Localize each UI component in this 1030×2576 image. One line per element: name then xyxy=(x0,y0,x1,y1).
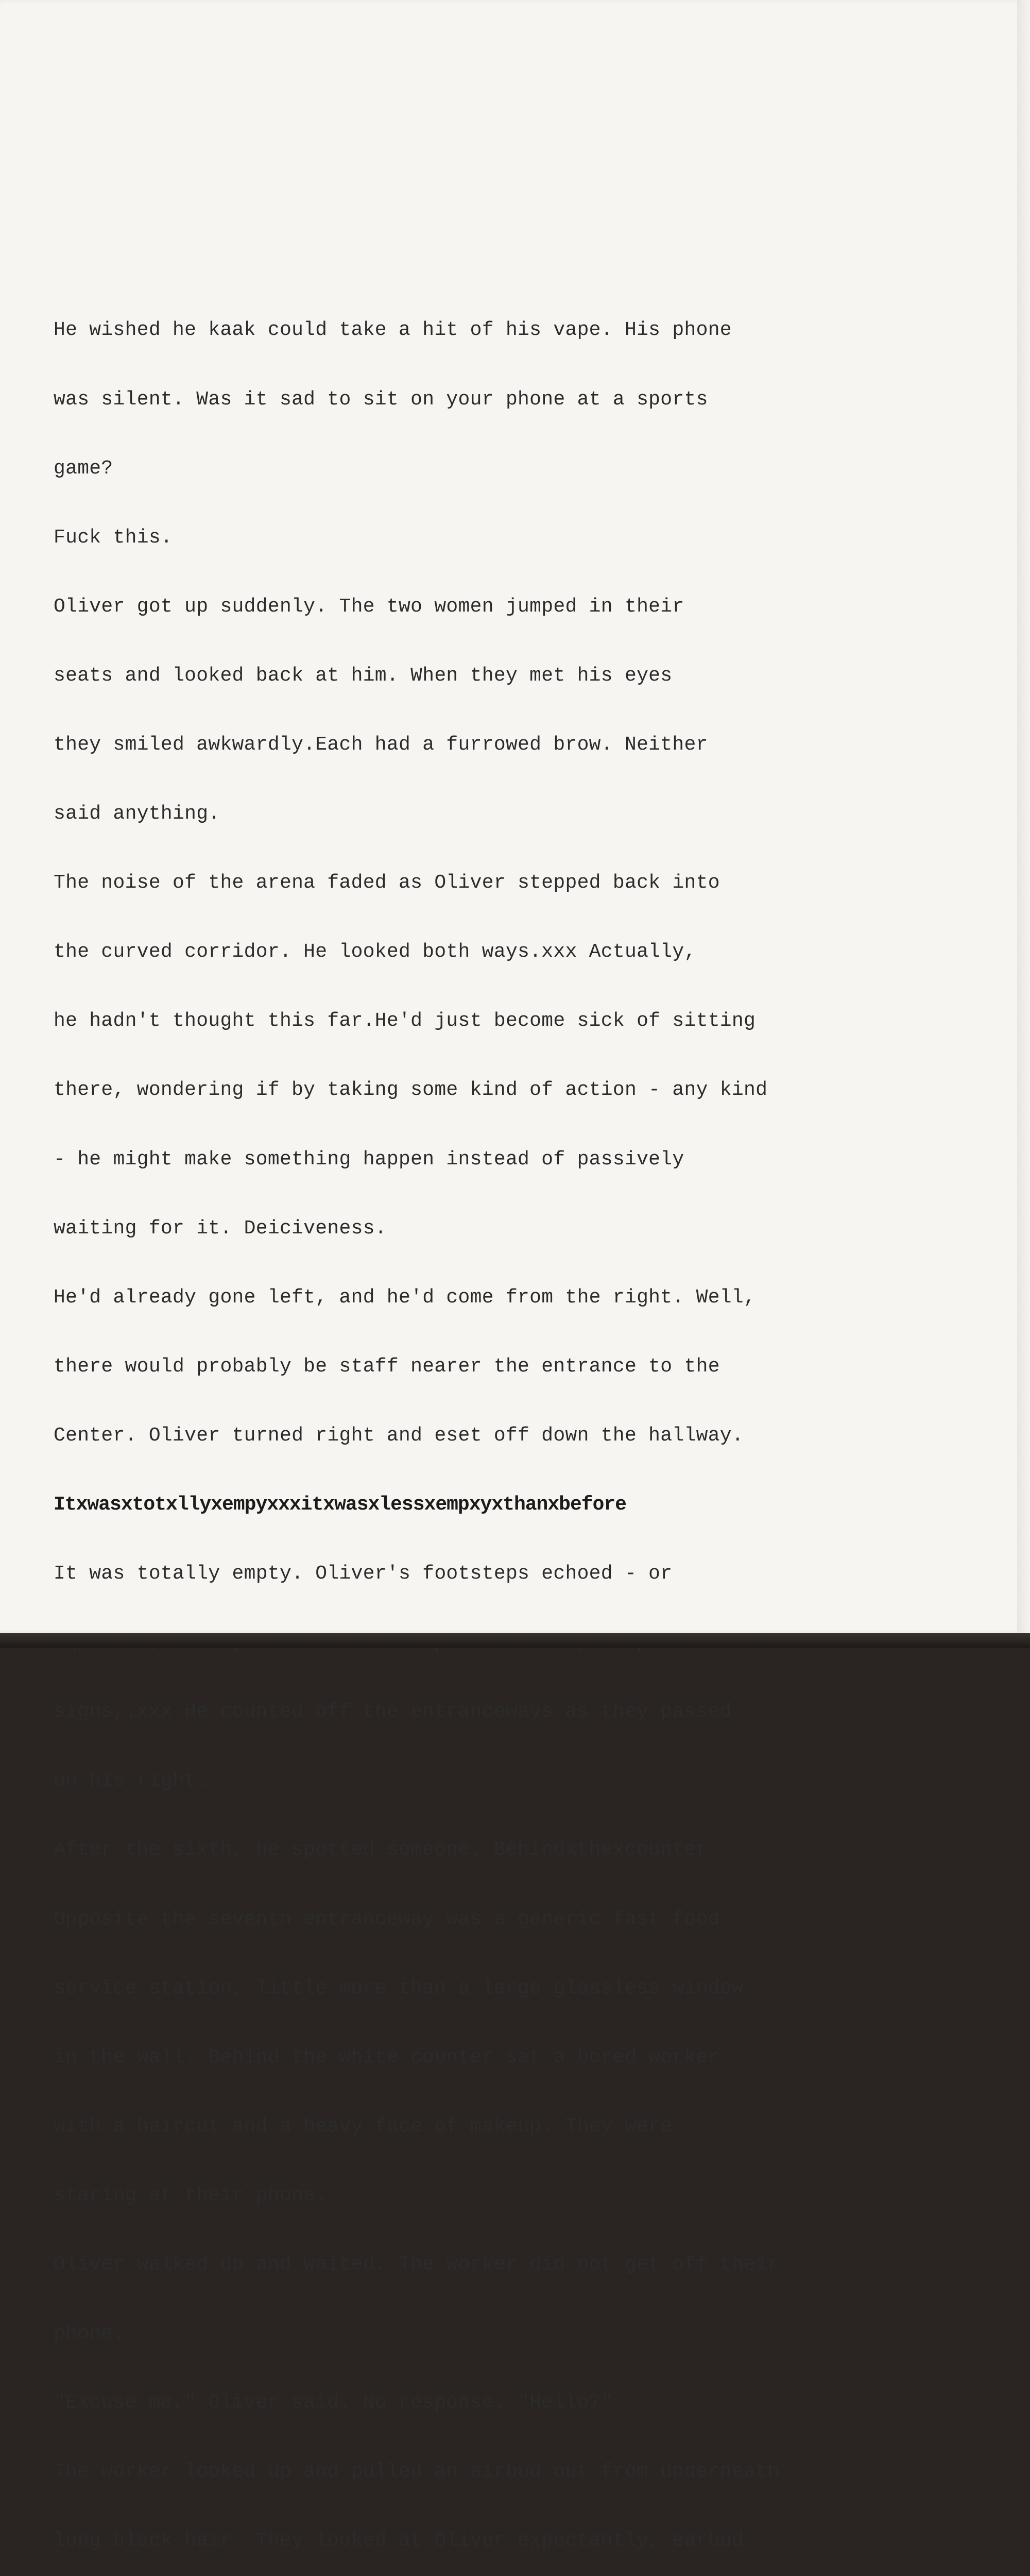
text-line: in the wall. Behind the white counter sat a bored worker xyxy=(54,2046,720,2069)
text-line: with a haircut and a heavy face of makeup. They were xyxy=(54,2115,673,2138)
page-edge xyxy=(1017,0,1030,1633)
text-line: He'd already gone left, and he'd come from the right. Well, xyxy=(54,1286,756,1309)
text-line: Center. Oliver turned right and eset off down the hallway. xyxy=(54,1424,744,1447)
text-line: he hadn't thought this far.He'd just become sick of sitting xyxy=(54,1010,756,1032)
text-line: phone. xyxy=(54,2323,125,2345)
text-line: - he might make something happen instead of passively xyxy=(54,1148,684,1171)
text-line: staring at their phone. xyxy=(54,2184,328,2207)
text-line: Oliver got up suddenly. The two women jumped in their xyxy=(54,595,684,618)
text-line: there would probably be staff nearer the entrance to the xyxy=(54,1355,720,1378)
text-line: After the sixth, he spotted someone. Behindxthexcounter xyxy=(54,1839,708,1861)
table-surface xyxy=(0,1633,1030,1648)
text-line: on his right. xyxy=(54,1770,209,1792)
text-line: Opposite the seventh entranceway was a generic fast food xyxy=(54,1908,720,1930)
text-line: waiting for it. Deiciveness. xyxy=(54,1217,387,1240)
text-line: they smiled awkwardly.Each had a furrowed brow. Neither xyxy=(54,733,708,756)
text-line: signs,.xxx He counted off the entranceways as they passed xyxy=(54,1701,732,1723)
text-line: said anything. xyxy=(54,803,220,825)
struck-line: Itxwasxtotxllyxempyxxxitxwasxlessxempxyxthanxbefore xyxy=(54,1494,626,1516)
text-line: Oliver walked up and waited. The worker did not get off their xyxy=(54,2253,780,2276)
text-line: was silent. Was it sad to sit on your phone at a sports xyxy=(54,388,708,411)
text-line: It was totally empty. Oliver's footsteps echoed - or xyxy=(54,1563,673,1585)
text-line: Fuck this. xyxy=(54,526,173,549)
text-line: "Excuse me," Oliver said. No response. "Hello?" xyxy=(54,2392,613,2414)
text-line: the curved corridor. He looked both ways.xxx Actually, xyxy=(54,941,696,963)
typescript-body xyxy=(54,273,867,2576)
text-line: seats and looked back at him. When they met his eyes xyxy=(54,664,673,687)
text-line: The noise of the arena faded as Oliver stepped back into xyxy=(54,872,720,894)
text-line: The worker looked up and pulled an airbud out from underneath xyxy=(54,2461,780,2483)
text-line: long black hair. They looked at Oliver expectantly, earbud xyxy=(54,2530,744,2552)
text-line: there, wondering if by taking some kind of action - any kind xyxy=(54,1079,768,1101)
text-line: service station, little more than a large glassless window xyxy=(54,1977,744,1999)
text-line: game? xyxy=(54,457,113,480)
text-line: He wished he kaak could take a hit of his vape. His phone xyxy=(54,319,732,342)
